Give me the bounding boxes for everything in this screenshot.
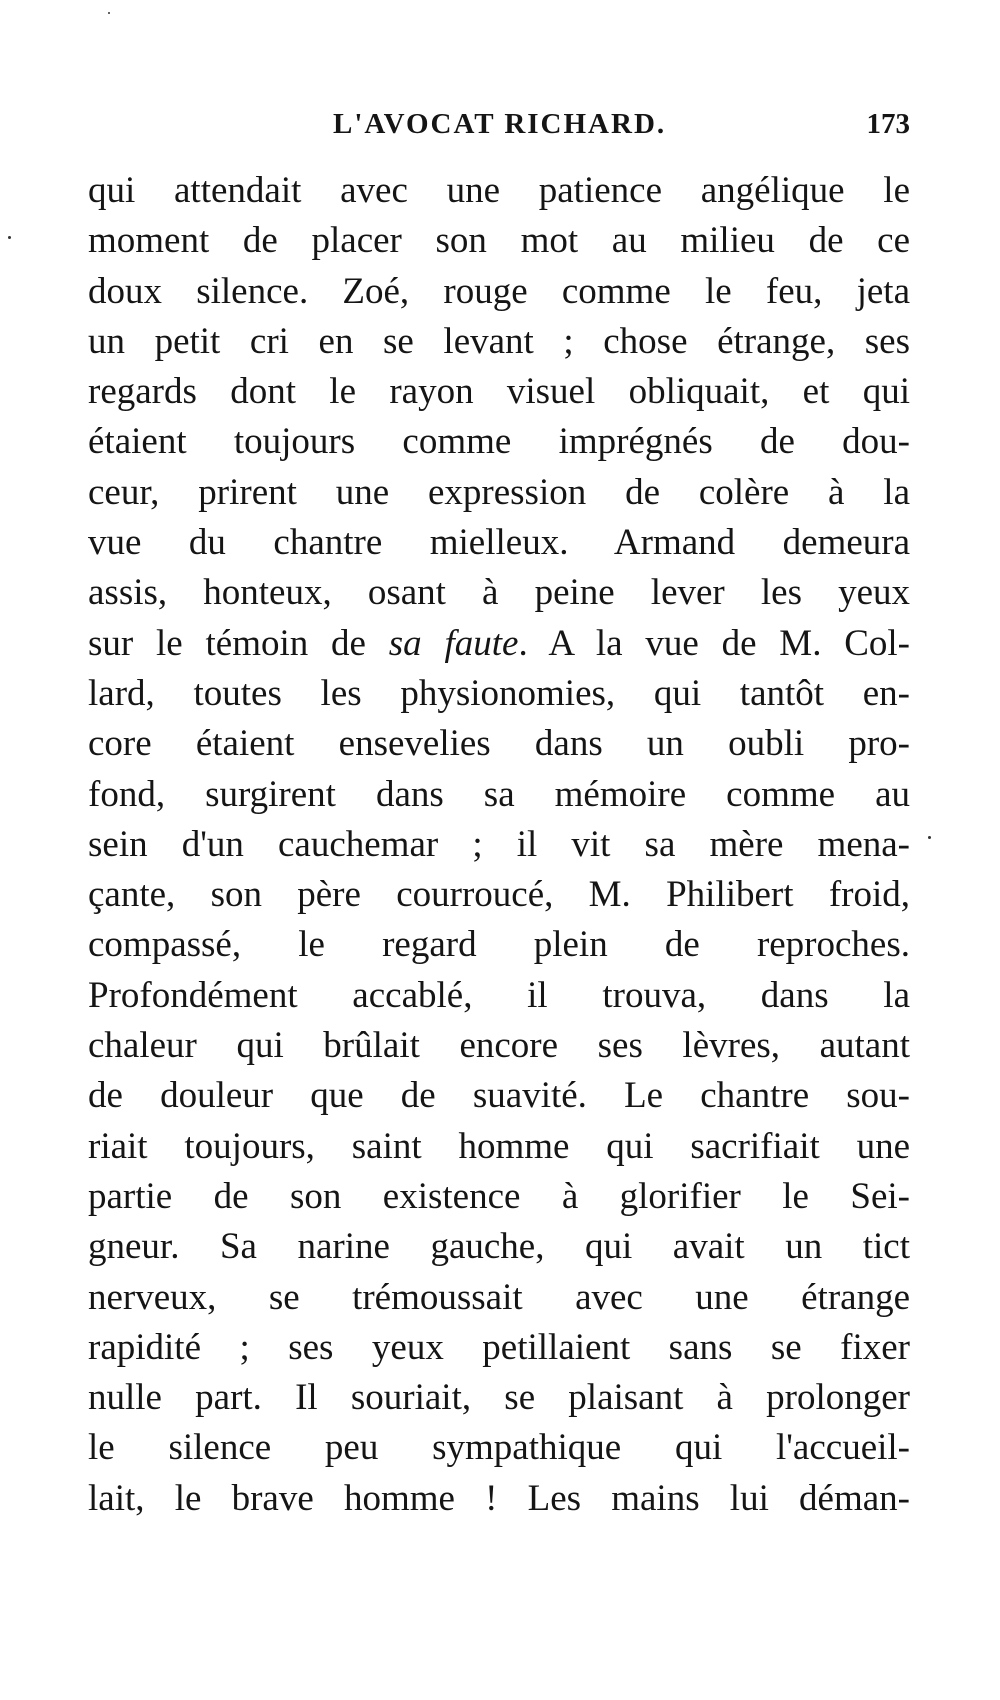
text-line: Profondément accablé, il trouva, dans la bbox=[88, 974, 910, 1016]
text-line: compassé, le regard plein de reproches. bbox=[88, 924, 910, 966]
print-speck bbox=[108, 12, 110, 14]
line-segment: sur le témoin de bbox=[88, 622, 366, 664]
text-line: le silence peu sympathique qui l'accueil- bbox=[88, 1427, 910, 1469]
page-number: 173 bbox=[866, 108, 910, 140]
print-speck bbox=[928, 836, 931, 839]
body-text bbox=[88, 166, 910, 1524]
text-line: gneur. Sa narine gauche, qui avait un tict bbox=[88, 1226, 910, 1268]
text-line: chaleur qui brûlait encore ses lèvres, autant bbox=[88, 1025, 910, 1067]
line-segment: . A la vue de M. Col- bbox=[518, 622, 911, 664]
text-line: doux silence. Zoé, rouge comme le feu, jeta bbox=[88, 270, 910, 312]
text-line: qui attendait avec une patience angélique le bbox=[88, 170, 910, 211]
text-line: sein d'un cauchemar ; il vit sa mère mena- bbox=[88, 823, 910, 865]
text-line: lait, le brave homme ! Les mains lui déman- bbox=[88, 1477, 910, 1519]
text-line: un petit cri en se levant ; chose étrange, ses bbox=[88, 320, 910, 362]
text-line: étaient toujours comme imprégnés de dou- bbox=[88, 421, 910, 463]
text-line: partie de son existence à glorifier le Sei- bbox=[88, 1175, 910, 1217]
text-line: nerveux, se trémoussait avec une étrange bbox=[88, 1276, 910, 1318]
text-line: ceur, prirent une expression de colère à la bbox=[88, 471, 910, 513]
text-line: çante, son père courroucé, M. Philibert froid, bbox=[88, 874, 910, 916]
text-line: moment de placer son mot au milieu de ce bbox=[88, 220, 910, 262]
italic-phrase: sa faute bbox=[388, 622, 519, 664]
text-line: riait toujours, saint homme qui sacrifiait une bbox=[88, 1125, 910, 1167]
text-line: nulle part. Il souriait, se plaisant à prolonger bbox=[88, 1377, 910, 1419]
text-line: lard, toutes les physionomies, qui tantôt en- bbox=[88, 672, 910, 714]
text-line: regards dont le rayon visuel obliquait, et qui bbox=[88, 371, 910, 413]
text-line: fond, surgirent dans sa mémoire comme au bbox=[88, 773, 910, 815]
text-line: rapidité ; ses yeux petillaient sans se fixer bbox=[88, 1326, 910, 1368]
text-line: vue du chantre mielleux. Armand demeura bbox=[88, 522, 910, 564]
text-line-with-italic bbox=[88, 619, 910, 669]
text-line: de douleur que de suavité. Le chantre sou- bbox=[88, 1075, 910, 1117]
running-title: L'AVOCAT RICHARD. bbox=[333, 108, 667, 140]
print-speck bbox=[8, 236, 11, 239]
text-line: assis, honteux, osant à peine lever les yeux bbox=[88, 572, 910, 614]
running-head bbox=[88, 108, 910, 148]
text-line: core étaient ensevelies dans un oubli pro- bbox=[88, 723, 910, 765]
